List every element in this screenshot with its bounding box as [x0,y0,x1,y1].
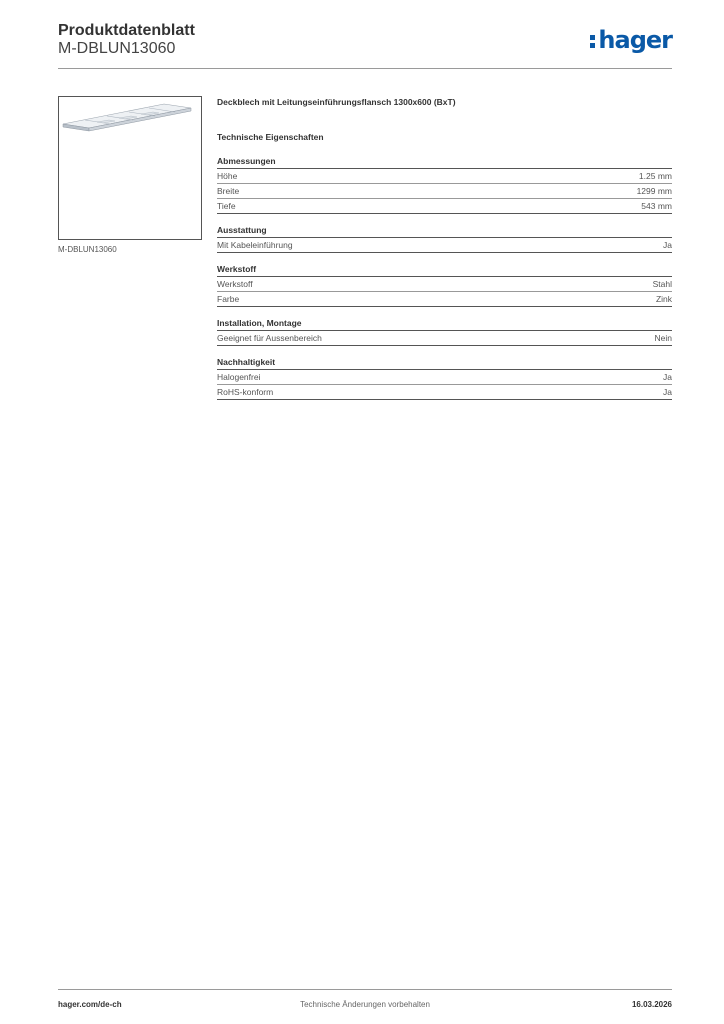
logo-text: hager [598,26,672,54]
group-title: Werkstoff [217,263,672,277]
table-row [217,199,672,214]
row-value: 543 mm [641,201,672,211]
row-value: Nein [654,333,672,343]
group-ausstattung [217,224,672,253]
cover-plate-product-icon [59,97,201,239]
group-installation-montage [217,317,672,346]
table-row [217,277,672,292]
row-value: Ja [663,372,672,382]
row-value: Ja [663,387,672,397]
row-label: Mit Kabeleinführung [217,240,293,250]
page-header [58,22,672,69]
row-label: Geeignet für Aussenbereich [217,333,322,343]
row-value: Ja [663,240,672,250]
group-title: Nachhaltigkeit [217,356,672,370]
product-image [58,96,202,240]
group-nachhaltigkeit [217,356,672,400]
product-name: Deckblech mit Leitungseinführungsflansch 1300x600 (BxT) [217,97,456,107]
row-value: 1.25 mm [638,171,672,181]
footer-notice: Technische Änderungen vorbehalten [300,1000,430,1009]
row-label: Breite [217,186,240,196]
table-row [217,292,672,307]
group-abmessungen [217,155,672,214]
table-row [217,385,672,400]
document-title: Produktdatenblatt [58,22,195,39]
row-value: 1299 mm [636,186,672,196]
group-title: Abmessungen [217,155,672,169]
row-label: Tiefe [217,201,236,211]
logo-dots-icon [590,31,596,49]
image-caption: M-DBLUN13060 [58,245,117,254]
group-title: Ausstattung [217,224,672,238]
footer-date: 16.03.2026 [631,1000,672,1009]
row-label: Farbe [217,294,240,304]
product-details [217,96,672,400]
group-werkstoff [217,263,672,307]
table-row [217,184,672,199]
row-value: Stahl [652,279,672,289]
group-title: Installation, Montage [217,317,672,331]
properties-heading: Technische Eigenschaften [217,132,324,142]
table-row [217,238,672,253]
footer-website-link[interactable]: hager.com/de-ch [58,1000,122,1009]
table-row [217,370,672,385]
article-number: M-DBLUN13060 [58,40,176,57]
row-label: Werkstoff [217,279,253,289]
row-label: RoHS-konform [217,387,274,397]
row-value: Zink [655,294,672,304]
table-row [217,331,672,346]
row-label: Halogenfrei [217,372,261,382]
table-row [217,169,672,184]
row-label: Höhe [217,171,238,181]
hager-logo [590,26,672,54]
page-footer [58,989,672,1014]
